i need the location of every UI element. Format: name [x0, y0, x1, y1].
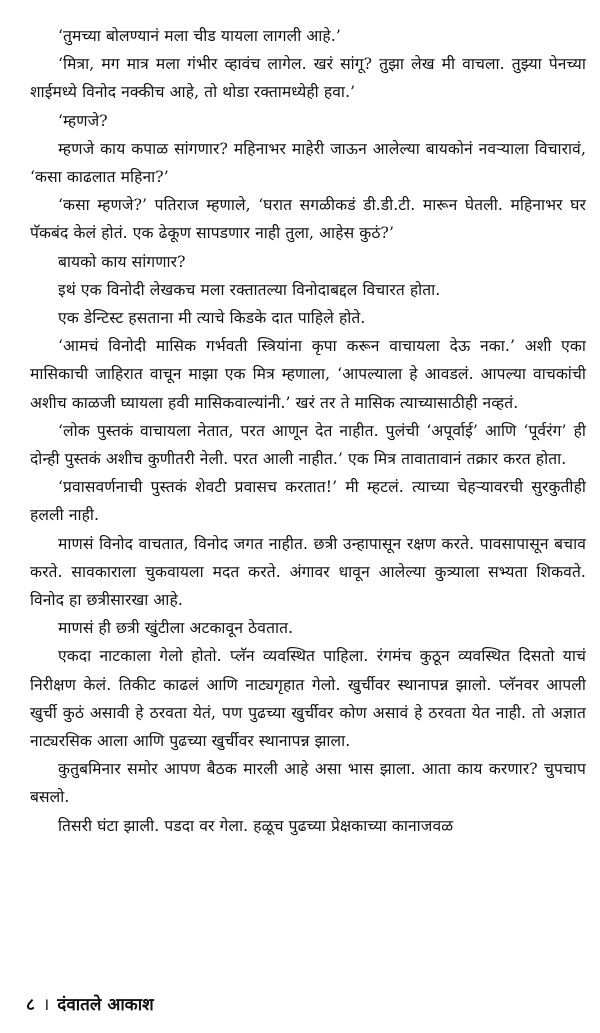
paragraph: बायको काय सांगणार?: [58, 252, 186, 271]
paragraph: माणसं ही छत्री खुंटीला अटकावून ठेवतात.: [58, 619, 294, 638]
page-number: ८: [26, 995, 35, 1015]
paragraph: ‘तुमच्या बोलण्यानं मला चीड यायला लागली आहे.’: [58, 27, 341, 45]
paragraph: ‘म्हणजे?: [58, 111, 108, 130]
paragraph: तिसरी घंटा झाली. पडदा वर गेला. हळूच पुढच्या प्रेक्षकाच्या कानाजवळ: [58, 816, 454, 835]
paragraph: ‘प्रवासवर्णनाची पुस्तकं शेवटी प्रवासच करतात!’ मी म्हटलं. त्याच्या चेहऱ्यावरची सुरकुतीही हलली नाही.: [30, 478, 586, 525]
paragraph: कुतुबमिनार समोर आपण बैठक मारली आहे असा भास झाला. आता काय करणार? चुपचाप बसलो.: [30, 760, 586, 807]
paragraph: एकदा नाटकाला गेलो होतो. प्लॅन व्यवस्थित पाहिला. रंगमंच कुठून व्यवस्थित दिसतो याचं निरीक्षण केलं. तिकीट काढलं आणि नाट्यगृहात गेलो. खुर्चीवर स्थानापन्न झालो. प्लॅनवर आपली खुर्ची कुठं असावी हे ठरवता येतं, पण पुढच्या खुर्चीवर कोण असावं हे ठरवता येत नाही. तो अज्ञात नाट्यरसिक आला आणि पुढच्या खुर्चीवर स्थानापन्न झाला.: [30, 647, 586, 751]
paragraph: ‘लोक पुस्तकं वाचायला नेतात, परत आणून देत नाहीत. पुलंची ‘अपूर्वाई’ आणि ‘पूर्वरंग’ ही दोन्ही पुस्तकं अशीच कुणीतरी नेली. परत आली नाहीत.’ एक मित्र तावातावानं तक्रार करत होता.: [30, 421, 586, 469]
paragraph: माणसं विनोद वाचतात, विनोद जगत नाहीत. छत्री उन्हापासून रक्षण करते. पावसापासून बचाव करते. सावकाराला चुकवायला मदत करते. अंगावर धावून आलेल्या कुत्र्याला सभ्यता शिकवते. विनोद हा छत्रीसारखा आहे.: [30, 534, 586, 610]
book-title: दंवातले आकाश: [57, 995, 154, 1015]
paragraph: ‘मित्रा, मग मात्र मला गंभीर व्हावंच लागेल. खरं सांगू? तुझा लेख मी वाचला. तुझ्या पेनच्या शाईमध्ये विनोद नक्कीच आहे, तो थोडा रक्तामध्येही हवा.’: [30, 55, 586, 102]
footer-separator: ।: [42, 995, 50, 1015]
paragraph: एक डेन्टिस्ट हसताना मी त्याचे किडके दात पाहिले होते.: [58, 309, 366, 328]
body-text: [30, 22, 586, 840]
paragraph: म्हणजे काय कपाळ सांगणार? महिनाभर माहेरी जाऊन आलेल्या बायकोनं नवऱ्याला विचारावं, ‘कसा काढलात महिना?’: [30, 139, 586, 187]
page-footer: [26, 992, 154, 1015]
paragraph: ‘कसा म्हणजे?’ पतिराज म्हणाले, ‘घरात सगळीकडं डी.डी.टी. मारून घेतली. महिनाभर घर पॅकबंद केलं होतं. एक ढेकूण सापडणार नाही तुला, आहेस कुठं?’: [30, 196, 586, 243]
paragraph: इथं एक विनोदी लेखकच मला रक्तातल्या विनोदाबद्दल विचारत होता.: [58, 280, 441, 299]
paragraph: ‘आमचं विनोदी मासिक गर्भवती स्त्रियांना कृपा करून वाचायला देऊ नका.’ अशी एका मासिकाची जाहिरात वाचून माझा एक मित्र म्हणाला, ‘आपल्याला हे आवडलं. आपल्या वाचकांची अशीच काळजी घ्यायला हवी मासिकवाल्यांनी.’ खरं तर ते मासिक त्याच्यासाठीही नव्हतं.: [30, 337, 586, 412]
